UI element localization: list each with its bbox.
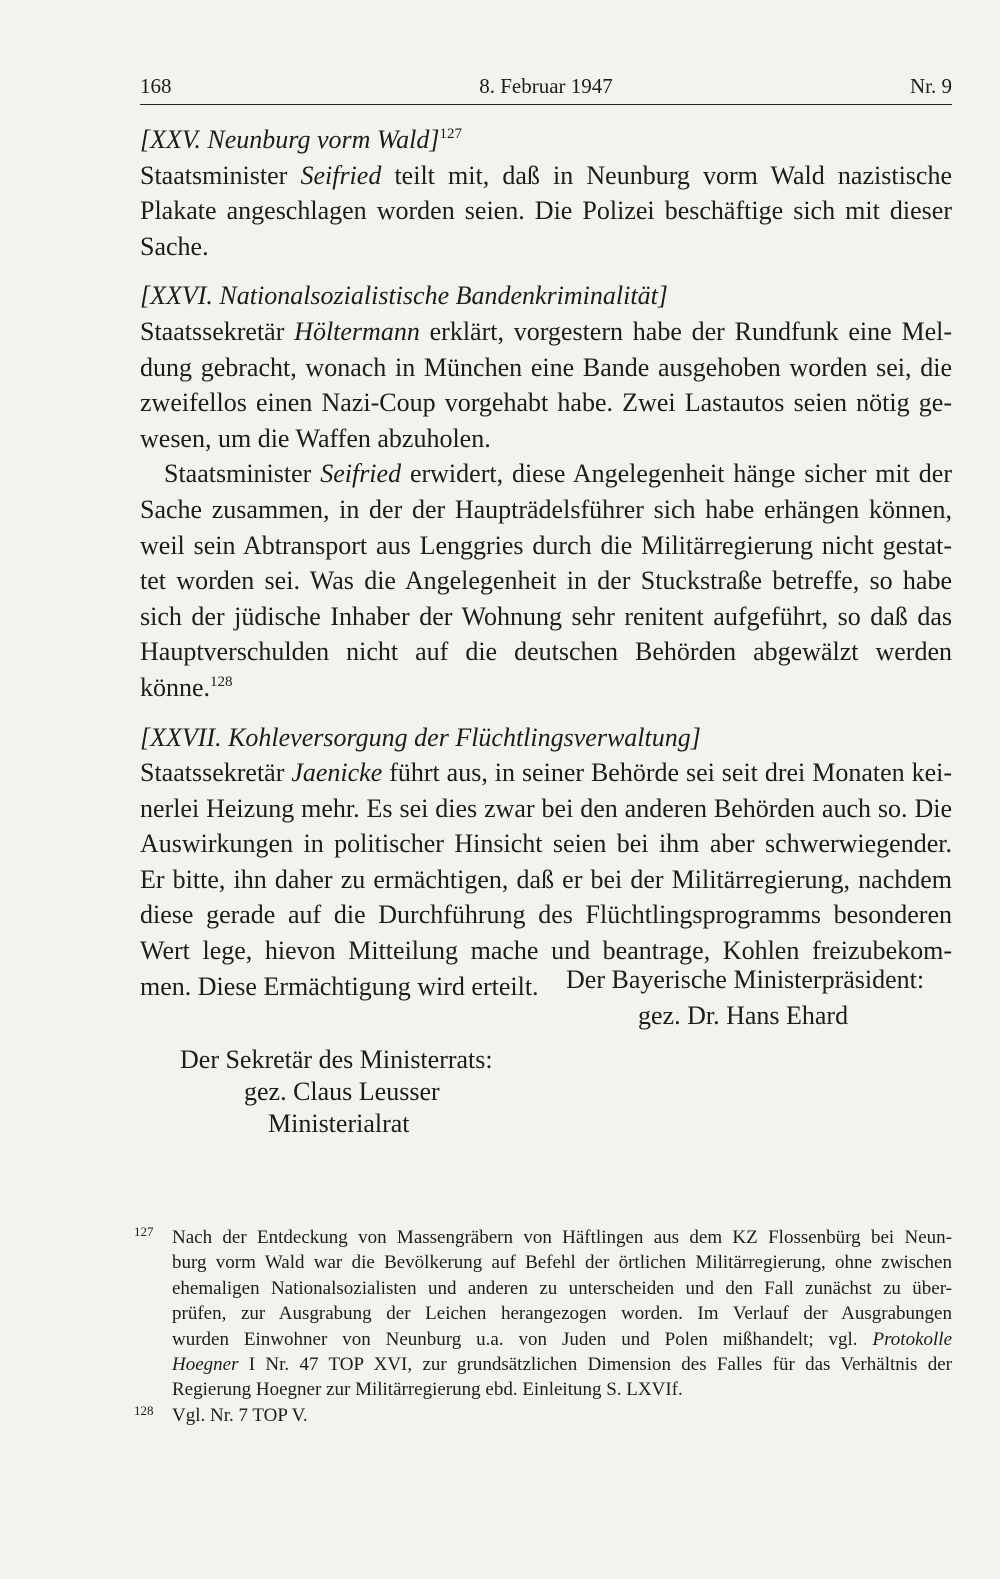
text-line: men. Diese Ermächtigung wird erteilt. <box>140 971 539 1001</box>
text-line: könne.$^{128}$ <box>140 672 233 702</box>
text-line: Sache zusammen, in der der Haupträdelsführer sich habe erhängen können, <box>140 494 952 524</box>
footnote-line: Regierung Hoegner zur Militärregierung ebd. Einleitung S. LXVIf. <box>172 1379 683 1401</box>
footnote-128 <box>134 1403 952 1428</box>
heading-text: [XXV. Neunburg vorm Wald] <box>140 125 440 154</box>
heading-text: [XXVII. Kohleversorgung der Flüchtlingsverwaltung] <box>140 722 701 752</box>
text-line: Staatsminister Seifried erwidert, diese Angelegenheit hänge sicher mit der <box>164 459 952 489</box>
text-line: dung gebracht, wonach in München eine Bande ausgehoben worden sei, die <box>140 352 952 382</box>
person-name: Seifried <box>320 459 402 489</box>
text-line: Sache. <box>140 231 209 261</box>
person-name: Jaenicke <box>291 758 383 788</box>
text-line: Staatssekretär Höltermann erklärt, vorgestern habe der Rundfunk eine Mel- <box>140 316 952 346</box>
secretary-name: gez. Claus Leusser <box>244 1077 440 1106</box>
president-signature <box>566 962 952 1034</box>
secretary-title: Der Sekretär des Ministerrats: <box>180 1045 493 1074</box>
section-heading-xxvi <box>140 278 952 314</box>
text-line: Auswirkungen in politischer Hinsicht seien bei ihm aber schwerwiegender. <box>140 829 952 859</box>
text-line: nerlei Heizung mehr. Es sei dies zwar bei den anderen Behörden auch so. Die <box>140 793 952 823</box>
footnote-number: 128 <box>134 1402 154 1418</box>
section-heading-xxvii <box>140 720 952 756</box>
footnotes <box>134 1225 952 1428</box>
text-line: zweifellos einen Nazi-Coup vorgehabt habe. Zwei Lastautos seien nötig ge- <box>140 388 952 418</box>
footnote-ref-127[interactable]: 127 <box>439 126 462 142</box>
footnote-line: wurden Einwohner von Neunburg u.a. von Juden und Polen mißhandelt; vgl. Protokolle <box>172 1328 952 1350</box>
running-header <box>140 70 952 105</box>
president-name: gez. Dr. Hans Ehard <box>638 1001 849 1030</box>
text-line: Staatsminister Seifried teilt mit, daß in Neunburg vorm Wald nazistische <box>140 160 952 190</box>
footnote-127 <box>134 1225 952 1403</box>
footnote-line: ehemaligen Nationalsozialisten und anderen zu unterscheiden und den Fall zunächst zu über- <box>172 1277 952 1299</box>
text-line: sich der jüdische Inhaber der Wohnung sehr renitent aufgeführt, so daß das <box>140 601 952 631</box>
main-text <box>140 122 952 1004</box>
reference-title: Hoegner <box>172 1353 239 1375</box>
issue-number: Nr. 9 <box>910 74 952 98</box>
heading-text: [XXVI. Nationalsozialistische Bandenkriminalität] <box>140 281 668 311</box>
secretary-role: Ministerialrat <box>268 1109 410 1138</box>
page-number: 168 <box>140 74 172 98</box>
text-line: Er bitte, ihn daher zu ermächtigen, daß er bei der Militärregierung, nachdem <box>140 864 952 894</box>
footnote-ref-128[interactable]: 128 <box>210 673 233 690</box>
text-line: tet worden sei. Was die Angelegenheit in der Stuckstraße betreffe, so habe <box>140 566 952 596</box>
text-line: diese gerade auf die Durchführung des Flüchtlingsprogramms besonderen <box>140 900 952 930</box>
footnote-line: Hoegner I Nr. 47 TOP XVI, zur grundsätzlichen Dimension des Falles für das Verhältnis der <box>172 1353 952 1375</box>
text-line: Plakate angeschlagen worden seien. Die Polizei beschäftige sich mit dieser <box>140 196 952 226</box>
person-name: Seifried <box>300 160 382 190</box>
president-title: Der Bayerische Ministerpräsident: <box>566 965 925 994</box>
text-line: weil sein Abtransport aus Lenggries durch die Militärregierung nicht gestat- <box>140 530 952 560</box>
footnote-line: Vgl. Nr. 7 TOP V. <box>172 1404 308 1426</box>
footnote-number: 127 <box>134 1224 154 1239</box>
reference-title: Protokolle <box>872 1328 952 1350</box>
footnote-line: Nach der Entdeckung von Massengräbern von Häftlingen aus dem KZ Flossenbürg bei Neun- <box>172 1227 952 1248</box>
section-heading-xxv <box>140 122 952 158</box>
text-line: Staatssekretär Jaenicke führt aus, in seiner Behörde sei seit drei Monaten kei- <box>140 758 952 788</box>
footnote-line: burg vorm Wald war die Bevölkerung auf Befehl der örtlichen Militärregierung, ohne zwischen <box>172 1252 952 1274</box>
text-line: Hauptverschulden nicht auf die deutschen Behörden abgewälzt werden <box>140 637 952 667</box>
secretary-signature <box>180 1044 520 1140</box>
text-line: Wert lege, hievon Mitteilung mache und beantrage, Kohlen freizubekom- <box>140 936 952 966</box>
person-name: Höltermann <box>294 316 420 346</box>
header-date: 8. Februar 1947 <box>479 74 613 98</box>
text-line: wesen, um die Waffen abzuholen. <box>140 423 491 453</box>
footnote-line: prüfen, zur Ausgrabung der Leichen herangezogen worden. Im Verlauf der Ausgrabungen <box>172 1303 952 1325</box>
